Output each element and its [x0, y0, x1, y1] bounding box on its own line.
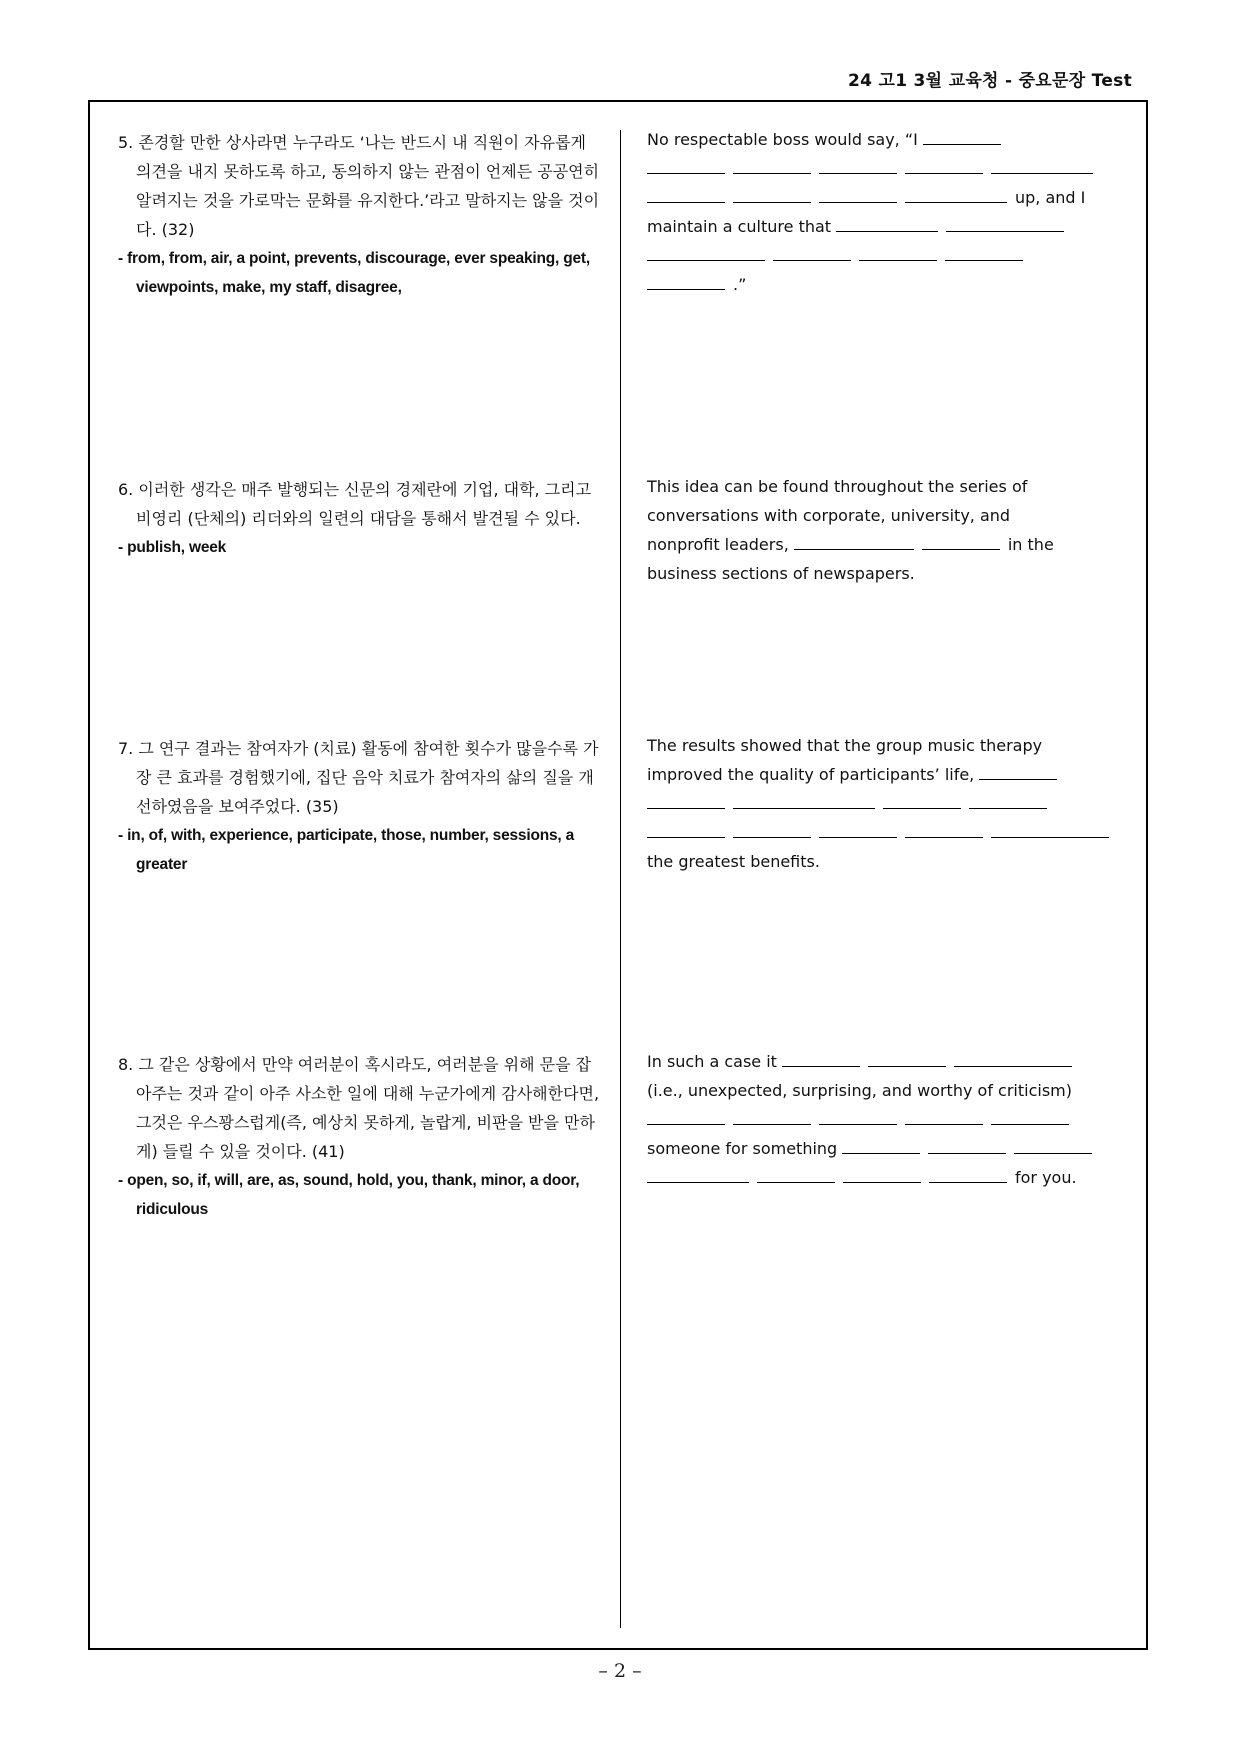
sentence-text: up, and I — [1015, 188, 1086, 207]
answer-blank[interactable] — [905, 1106, 983, 1125]
answer-line — [647, 212, 1135, 241]
answer-blank[interactable] — [836, 213, 938, 232]
answer-blank[interactable] — [794, 531, 914, 550]
answer-blank[interactable] — [945, 242, 1023, 261]
question-8-english[interactable] — [647, 1047, 1135, 1192]
answer-line — [647, 270, 1135, 299]
answer-blank[interactable] — [773, 242, 851, 261]
sentence-text: for you. — [1015, 1168, 1077, 1187]
question-number: 5. — [118, 133, 134, 152]
answer-blank[interactable] — [733, 184, 811, 203]
word-hints: - in, of, with, experience, participate, those, number, sessions, a greater — [118, 827, 575, 873]
sentence-text: in the — [1007, 535, 1054, 554]
header-title: 24 고1 3월 교육청 - 중요문장 Test — [848, 71, 1132, 91]
answer-line — [647, 1076, 1135, 1105]
answer-blank[interactable] — [859, 242, 937, 261]
sentence-text: maintain a culture that — [647, 217, 837, 236]
answer-line — [647, 818, 1135, 847]
sentence-text: improved the quality of participants’ life, — [647, 765, 980, 784]
question-number: 7. — [118, 739, 134, 758]
sentence-text: someone for something — [647, 1139, 843, 1158]
answer-blank[interactable] — [883, 790, 961, 809]
answer-line — [647, 789, 1135, 818]
answer-blank[interactable] — [842, 1135, 920, 1154]
answer-line — [647, 154, 1135, 183]
sentence-text: conversations with corporate, university, and — [647, 506, 1011, 525]
answer-blank[interactable] — [733, 790, 875, 809]
answer-blank[interactable] — [929, 1164, 1007, 1183]
answer-blank[interactable] — [1014, 1135, 1092, 1154]
answer-blank[interactable] — [991, 155, 1093, 174]
answer-blank[interactable] — [647, 1106, 725, 1125]
answer-line — [647, 501, 1135, 530]
sentence-text: No respectable boss would say, “I — [647, 130, 923, 149]
answer-blank[interactable] — [733, 155, 811, 174]
sentence-text: In such a case it — [647, 1052, 783, 1071]
answer-blank[interactable] — [647, 819, 725, 838]
answer-blank[interactable] — [819, 184, 897, 203]
answer-blank[interactable] — [991, 1106, 1069, 1125]
korean-sentence: 그 같은 상황에서 만약 여러분이 혹시라도, 여러분을 위해 문을 잡아주는 것과 같이 아주 사소한 일에 대해 누군가에게 감사해한다면, 그것은 우스꽝스럽게(즉, 예상치 못하게, 놀랍게, 비판을 받을 만하게) 들릴 수 있을 것이다. (41) — [136, 1055, 600, 1161]
korean-sentence: 존경할 만한 상사라면 누구라도 ‘나는 반드시 내 직원이 자유롭게 의견을 내지 못하도록 하고, 동의하지 않는 관점이 언제든 공공연히 알려지는 것을 가로막는 문화를 유지한다.’라고 말하지는 않을 것이다. (32) — [136, 133, 600, 239]
answer-blank[interactable] — [905, 155, 983, 174]
question-number: 8. — [118, 1055, 134, 1074]
sentence-text: nonprofit leaders, — [647, 535, 794, 554]
sentence-text: the greatest benefits. — [647, 852, 820, 871]
sentence-text: business sections of newspapers. — [647, 564, 915, 583]
answer-blank[interactable] — [757, 1164, 835, 1183]
answer-blank[interactable] — [991, 819, 1109, 838]
answer-blank[interactable] — [819, 155, 897, 174]
sentence-text: (i.e., unexpected, surprising, and worthy of criticism) — [647, 1081, 1072, 1100]
answer-line — [647, 1163, 1135, 1192]
answer-line — [647, 559, 1135, 588]
answer-blank[interactable] — [843, 1164, 921, 1183]
answer-blank[interactable] — [868, 1048, 946, 1067]
sentence-text: .” — [733, 275, 747, 294]
answer-blank[interactable] — [647, 1164, 749, 1183]
page-number: – 2 – — [598, 1660, 642, 1682]
answer-blank[interactable] — [928, 1135, 1006, 1154]
answer-line — [647, 241, 1135, 270]
answer-blank[interactable] — [922, 531, 1000, 550]
answer-blank[interactable] — [647, 155, 725, 174]
answer-line — [647, 1105, 1135, 1134]
answer-blank[interactable] — [647, 271, 725, 290]
answer-blank[interactable] — [923, 126, 1001, 145]
word-hints: - open, so, if, will, are, as, sound, hold, you, thank, minor, a door, ridiculous — [118, 1172, 580, 1218]
question-7-korean — [118, 734, 606, 879]
answer-blank[interactable] — [954, 1048, 1072, 1067]
answer-blank[interactable] — [733, 1106, 811, 1125]
answer-line — [647, 847, 1135, 876]
answer-blank[interactable] — [647, 242, 765, 261]
korean-sentence: 이러한 생각은 매주 발행되는 신문의 경제란에 기업, 대학, 그리고 비영리 (단체의) 리더와의 일련의 대담을 통해서 발견될 수 있다. — [136, 480, 592, 528]
korean-sentence: 그 연구 결과는 참여자가 (치료) 활동에 참여한 횟수가 많을수록 가장 큰 효과를 경험했기에, 집단 음악 치료가 참여자의 삶의 질을 개선하였음을 보여주었다. (35) — [136, 739, 599, 816]
question-6-korean — [118, 475, 606, 562]
answer-line — [647, 472, 1135, 501]
answer-line — [647, 1047, 1135, 1076]
question-6-english[interactable] — [647, 472, 1135, 588]
answer-blank[interactable] — [782, 1048, 860, 1067]
answer-blank[interactable] — [819, 819, 897, 838]
answer-line — [647, 183, 1135, 212]
answer-blank[interactable] — [946, 213, 1064, 232]
answer-blank[interactable] — [819, 1106, 897, 1125]
answer-blank[interactable] — [647, 184, 725, 203]
answer-blank[interactable] — [969, 790, 1047, 809]
question-7-english[interactable] — [647, 731, 1135, 876]
column-divider — [620, 130, 621, 1628]
question-5-english[interactable] — [647, 125, 1135, 299]
answer-blank[interactable] — [733, 819, 811, 838]
answer-line — [647, 731, 1135, 760]
answer-blank[interactable] — [647, 790, 725, 809]
answer-line — [647, 125, 1135, 154]
question-8-korean — [118, 1050, 606, 1224]
question-5-korean — [118, 128, 606, 302]
answer-blank[interactable] — [905, 184, 1007, 203]
word-hints: - publish, week — [118, 539, 227, 556]
answer-line — [647, 760, 1135, 789]
answer-blank[interactable] — [979, 761, 1057, 780]
sentence-text: This idea can be found throughout the series of — [647, 477, 1028, 496]
question-number: 6. — [118, 480, 134, 499]
answer-line — [647, 530, 1135, 559]
answer-blank[interactable] — [905, 819, 983, 838]
answer-line — [647, 1134, 1135, 1163]
word-hints: - from, from, air, a point, prevents, discourage, ever speaking, get, viewpoints, make, my staff, disagree, — [118, 250, 590, 296]
sentence-text: The results showed that the group music therapy — [647, 736, 1043, 755]
